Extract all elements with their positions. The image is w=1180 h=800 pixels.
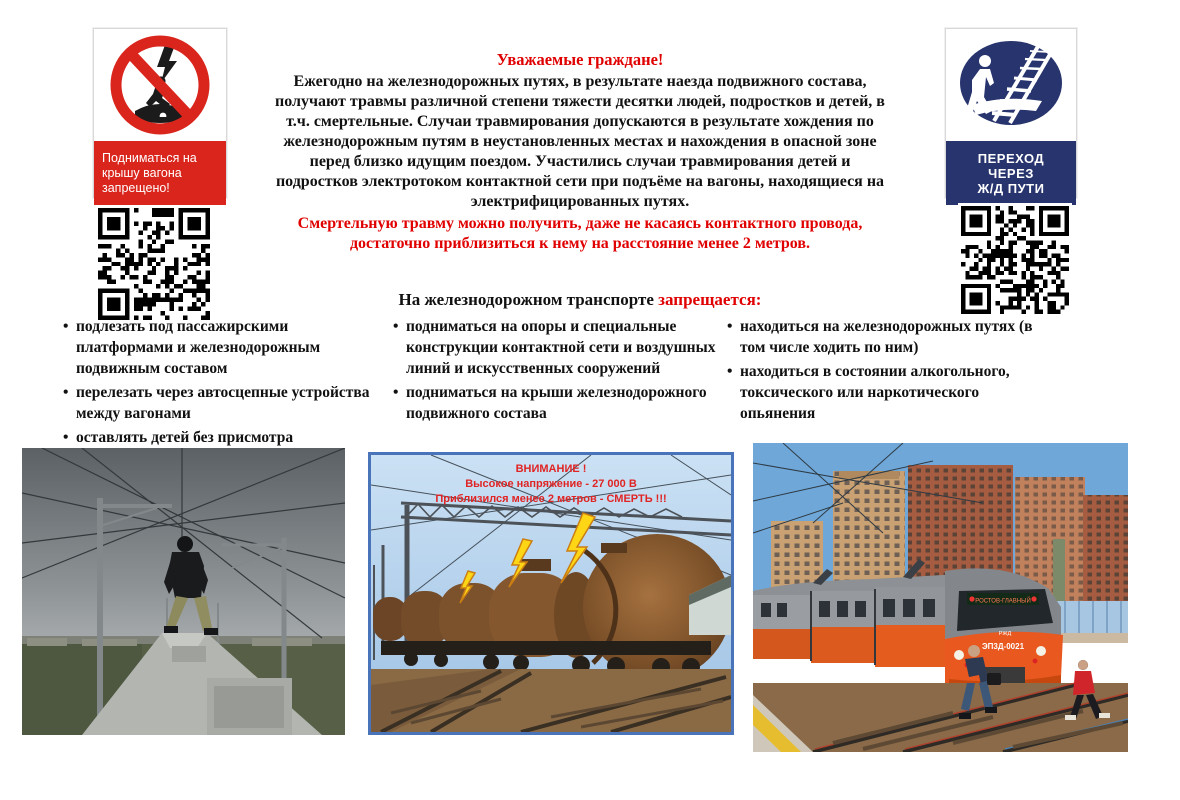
warning-line: Высокое напряжение - 27 000 В <box>465 478 637 490</box>
intro-body: Ежегодно на железнодорожных путях, в результате наезда подвижного состава, получают травмы различной степени тяжести десятки людей, подростков и детей, в т.ч. смертельные. Случаи травмирования допускаются в результате хождения по железнодорожным путям в неустановленных местах и нахождения в опасной зоне перед близко идущим поездом. Участились случаи травмирования детей и подростков электротоком контактной сети при подъёме на вагоны, находящиеся на электрифицированных путях. <box>275 73 885 210</box>
caption-line: ЧЕРЕЗ <box>988 165 1034 181</box>
heading-red-part: запрещается: <box>658 290 762 309</box>
qr-code-left <box>95 205 213 323</box>
photo-man-on-roof <box>22 448 345 735</box>
intro-block <box>268 50 892 254</box>
intro-title: Уважаемые граждане! <box>496 50 664 69</box>
photo-people-crossing <box>753 443 1128 752</box>
photo-tank-cars <box>368 452 734 735</box>
prohibition-item: • находиться в состоянии алкогольного, токсического или наркотического опьянения <box>727 361 1049 424</box>
prohibition-item: • подниматься на опоры и специальные конструкции контактной сети и воздушных линий и искусственных сооружений <box>393 316 721 379</box>
heading-black-part: На железнодорожном транспорте <box>398 290 654 309</box>
intro-warning: Смертельную травму можно получить, даже не касаясь контактного провода, достаточно приблизиться к нему на расстояние менее 2 метров. <box>297 215 863 252</box>
warning-line: ВНИМАНИЕ ! <box>515 463 587 475</box>
prohibitions-column-2 <box>393 316 721 427</box>
no-climbing-icon <box>94 29 226 141</box>
warning-line: Приблизился менее 2 метров - СМЕРТЬ !!! <box>435 493 667 505</box>
prohibitions-heading <box>270 290 890 310</box>
crossing-sign <box>945 28 1077 198</box>
qr-code-right <box>958 203 1072 317</box>
crossing-icon <box>946 29 1076 141</box>
prohibition-item: • перелезать через автосцепные устройства между вагонами <box>63 382 381 424</box>
train-logo: РЖД <box>998 631 1012 637</box>
caption-line: запрещено! <box>102 180 170 195</box>
prohibition-item: • подниматься на крыши железнодорожного подвижного состава <box>393 382 721 424</box>
crossing-caption <box>946 141 1076 205</box>
caption-line: Подниматься на <box>102 150 197 165</box>
caption-line: крышу вагона <box>102 165 182 180</box>
destination-board: РОСТОВ-ГЛАВНЫЙ <box>975 598 1031 605</box>
prohibitions-column-3 <box>727 316 1049 427</box>
no-climbing-caption <box>94 141 226 205</box>
prohibitions-column-1 <box>63 316 381 451</box>
train-model: ЭП3Д-0021 <box>981 642 1025 651</box>
caption-line: ПЕРЕХОД <box>977 150 1045 166</box>
no-climbing-sign <box>93 28 227 198</box>
caption-line: Ж/Д ПУТИ <box>977 180 1045 196</box>
prohibition-item: • находиться на железнодорожных путях (в том числе ходить по ним) <box>727 316 1049 358</box>
prohibition-item: • оставлять детей без присмотра <box>63 427 381 448</box>
prohibition-item: • подлезать под пассажирскими платформами и железнодорожным подвижным составом <box>63 316 381 379</box>
